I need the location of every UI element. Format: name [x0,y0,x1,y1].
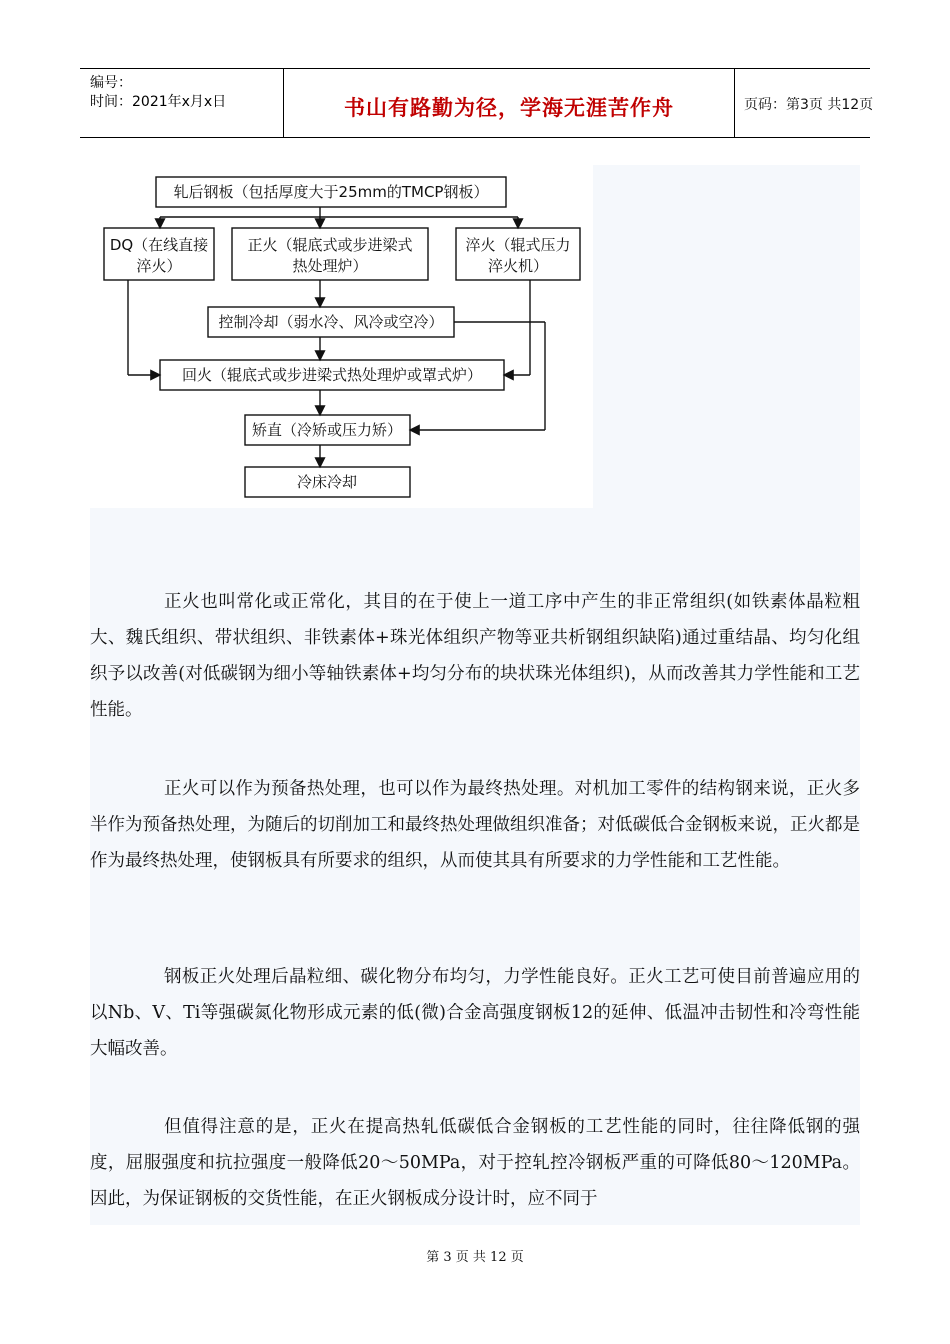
header-motto-cell [283,69,735,137]
flowchart-diagram [90,165,593,508]
label-straightening: 矫直（冷矫或压力矫） [251,421,403,439]
paragraph-4: 但值得注意的是，正火在提高热轧低碳低合金钢板的工艺性能的同时，往往降低钢的强度，屈服强度和抗拉强度一般降低20～50MPa，对于控轧控冷钢板严重的可降低80～120MPa。因此，为保证钢板的交货性能，在正火钢板成分设计时，应不同于 [90,1117,860,1209]
label-dq-1: DQ（在线直接 [109,236,209,254]
label-cooling-bed: 冷床冷却 [296,473,358,491]
label-dq-2: 淬火） [136,257,182,275]
flowchart [90,165,593,508]
header-meta-cell [80,69,283,137]
motto: 书山有路勤为径，学海无涯苦作舟 [344,96,674,120]
paragraph-1: 正火也叫常化或正常化，其目的在于使上一道工序中产生的非正常组织(如铁素体晶粒粗大、魏氏组织、带状组织、非铁素体+珠光体组织产物等亚共析钢组织缺陷)通过重结晶、均匀化组织予以改善(对低碳钢为细小等轴铁素体+均匀分布的块状珠光体组织)，从而改善其力学性能和工艺性能。 [90,592,860,720]
label-normalizing-2: 热处理炉） [292,257,368,275]
label-normalizing-1: 正火（辊底式或步进梁式 [247,236,413,254]
label-quenching-2: 淬火机） [487,257,549,275]
paragraph-2: 正火可以作为预备热处理，也可以作为最终热处理。对机加工零件的结构钢来说，正火多半作为预备热处理，为随后的切削加工和最终热处理做组织准备；对低碳低合金钢板来说，正火都是作为最终热处理，使钢板具有所要求的组织，从而使其具有所要求的力学性能和工艺性能。 [90,779,860,871]
header-page-cell [734,69,874,137]
number-label: 编号： [90,75,132,91]
page-header [80,68,874,138]
time-label: 时间：2021年x月x日 [90,94,227,110]
label-quenching-1: 淬火（辊式压力 [465,236,571,254]
label-tempering: 回火（辊底式或步进梁式热处理炉或罩式炉） [181,366,483,384]
page-footer: 第 3 页 共 12 页 [426,1250,524,1265]
label-rolled-plate: 轧后钢板（包括厚度大于25mm的TMCP钢板） [173,183,489,201]
page-info: 页码：第3页 共12页 [744,97,874,113]
paragraph-3: 钢板正火处理后晶粒细、碳化物分布均匀，力学性能良好。正火工艺可使目前普遍应用的以Nb、V、Ti等强碳氮化物形成元素的低(微)合金高强度钢板12的延伸、低温冲击韧性和冷弯性能大幅改善。 [90,967,860,1059]
label-controlled-cooling: 控制冷却（弱水冷、风冷或空冷） [218,313,444,331]
